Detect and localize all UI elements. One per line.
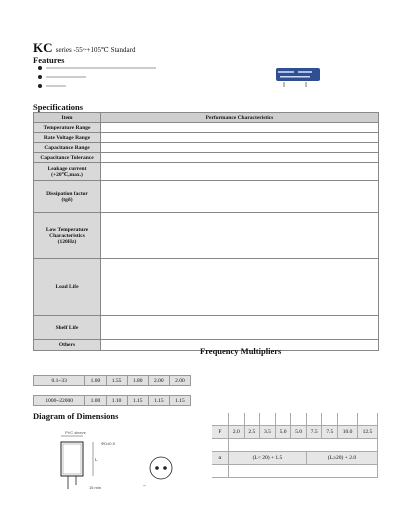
lead-spacing-value: 5.0: [291, 426, 307, 439]
item-label: Leakage current (+20℃,max.): [34, 163, 101, 181]
page-title: [33, 40, 135, 56]
item-label: Capacitance Range: [34, 143, 101, 153]
lead-spacing-value: 5.0: [275, 426, 291, 439]
diagram-heading: Diagram of Dimensions: [33, 411, 119, 421]
dimensions-table: [212, 413, 378, 478]
table-row: [34, 366, 191, 376]
multiplier-value: 1.15: [169, 396, 190, 406]
minus-marker: −: [143, 483, 146, 489]
specifications-heading: Specifications: [33, 102, 84, 112]
item-label: Low Temperature Characteristics (120Hz): [34, 213, 101, 259]
table-row: [34, 376, 191, 386]
column-item: Item: [34, 113, 101, 123]
pvc-sleeve-label: PVC sleeve: [65, 430, 86, 435]
table-row: [212, 465, 378, 478]
feature-item: [38, 84, 198, 89]
alpha-left-value: (L< 20) + 1.5: [229, 452, 307, 465]
table-row: [34, 213, 379, 259]
series-subtitle: series -55~+105℃ Standard: [55, 46, 136, 54]
item-label: Others: [34, 340, 101, 351]
table-row: [34, 316, 379, 340]
table-row: [34, 133, 379, 143]
multiplier-value: 1.15: [148, 396, 169, 406]
multiplier-value: 1.80: [127, 376, 148, 386]
feature-item: [38, 75, 198, 80]
frequency-heading: Frequency Multipliers: [200, 346, 282, 356]
dimension-diagram: [33, 425, 193, 505]
lead-spacing-value: 7.5: [322, 426, 338, 439]
lead-spacing-value: 10.0: [338, 426, 358, 439]
row-label: α: [212, 452, 229, 465]
diameter-label: ΦD±0.5: [101, 441, 115, 446]
lead-spacing-value: 3.5: [260, 426, 276, 439]
lead-spacing-value: 7.5: [306, 426, 322, 439]
table-row: [212, 426, 378, 439]
item-label: Load Life: [34, 259, 101, 316]
lead-spacing-value: 2.5: [244, 426, 260, 439]
series-name: KC: [33, 40, 53, 55]
row-label: F: [212, 426, 229, 439]
table-row: [34, 259, 379, 316]
table-row: [34, 123, 379, 133]
features-heading: Features: [33, 55, 65, 65]
feature-item: [38, 66, 198, 71]
multiplier-value: 1.00: [85, 396, 106, 406]
capacitance-range: 1000~22000: [34, 396, 85, 406]
table-row: [212, 439, 378, 452]
frequency-table: [33, 366, 191, 406]
table-row: [212, 452, 378, 465]
table-row: [34, 163, 379, 181]
item-label: Temperature Range: [34, 123, 101, 133]
capacitor-photo: [276, 68, 322, 88]
multiplier-value: 2.00: [148, 376, 169, 386]
table-row: [34, 143, 379, 153]
table-row: [34, 181, 379, 213]
column-performance: Performance Characteristics: [101, 113, 379, 123]
item-label: Rate Voltage Range: [34, 133, 101, 143]
item-label: Dissipation factor (tgδ): [34, 181, 101, 213]
multiplier-value: 1.00: [85, 376, 106, 386]
item-label: Capacitance Tolerance: [34, 153, 101, 163]
lead-length-label: 15 min: [89, 485, 102, 490]
specifications-table: [33, 112, 379, 351]
lead-spacing-value: 12.5: [357, 426, 377, 439]
table-row: [34, 153, 379, 163]
table-row: [34, 396, 191, 406]
item-label: Shelf Life: [34, 316, 101, 340]
table-row: [212, 413, 378, 426]
alpha-right-value: (L≥20) + 2.0: [306, 452, 377, 465]
multiplier-value: 1.10: [106, 396, 127, 406]
multiplier-value: 1.15: [127, 396, 148, 406]
length-label: L: [95, 457, 98, 462]
capacitance-range: 0.1~33: [34, 376, 85, 386]
table-row: [34, 386, 191, 396]
lead-spacing-value: 2.0: [229, 426, 245, 439]
multiplier-value: 2.00: [169, 376, 190, 386]
multiplier-value: 1.55: [106, 376, 127, 386]
